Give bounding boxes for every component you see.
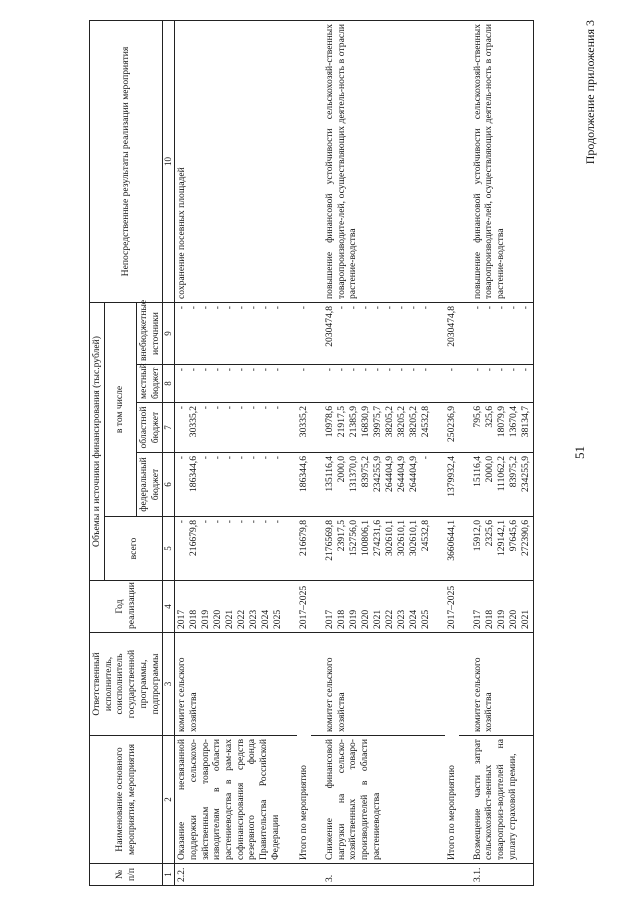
cell-value: 10978,6 <box>323 406 335 438</box>
col-number: 8 <box>163 365 175 403</box>
cell-value: 325,6 <box>483 406 495 428</box>
cell-value: - <box>471 368 483 372</box>
cell-value: - <box>236 520 248 524</box>
header-federal: федеральный бюджет <box>136 453 162 517</box>
cell-value: - <box>176 305 188 310</box>
cell-value: - <box>407 305 419 310</box>
cell-value: 38205,2 <box>383 406 395 438</box>
cell-value: 21917,5 <box>335 406 347 438</box>
cell-value: - <box>248 520 260 524</box>
header-local: местный бюджет <box>136 365 162 403</box>
measure-name: Возмещение части затрат сельскохозяйст-венных товаропроиз-водителей на уплату страховой премии, <box>471 736 534 864</box>
cell-value: - <box>395 305 407 310</box>
cell-value: 2000,0 <box>335 456 347 483</box>
cell-value: 2024 <box>260 609 272 629</box>
row-number: 3.1. <box>471 864 534 886</box>
cell-value: 24532,8 <box>419 406 431 438</box>
cell-value: 2019 <box>200 609 212 629</box>
cell-value: - <box>519 368 531 372</box>
total-sum: 216679,8 <box>297 517 311 581</box>
total-external: - <box>297 302 311 364</box>
cell-value: 2021 <box>519 609 531 629</box>
cell-value: - <box>224 456 236 460</box>
cell-value: 2025 <box>419 609 431 629</box>
cell-value: 2020 <box>507 609 519 629</box>
result-text: повышение финансовой устойчивости сельскохозяй-ственных товаропроизводите-лей, осуществляющих деятель-ность в отрасли растение-водства <box>471 20 534 302</box>
cell-value: - <box>248 456 260 460</box>
cell-value: - <box>507 368 519 372</box>
page-number: 51 <box>572 446 587 459</box>
cell-value: 24532,8 <box>419 520 431 552</box>
cell-value: - <box>260 406 272 410</box>
cell-value: 38205,2 <box>407 406 419 438</box>
regional-values <box>471 403 534 453</box>
cell-value: - <box>483 305 495 310</box>
cell-value: 131370,0 <box>347 456 359 492</box>
table-header <box>90 20 175 885</box>
total-values <box>471 517 534 581</box>
header-responsible: Ответственный исполнитель, соисполнитель государственной программы, подпрограммы <box>90 633 163 736</box>
cell-value: - <box>200 305 212 310</box>
header-name: Наименование основного мероприятия, мероприятия <box>90 736 163 864</box>
cell-value: 18079,9 <box>495 406 507 438</box>
header-external: внебюджетные источники <box>136 302 162 364</box>
result-text: повышение финансовой устойчивости сельскохозяй-ственных товаропроизводите-лей, осуществляющих деятель-ность в отрасли растение-водства <box>323 20 433 302</box>
col-number: 10 <box>163 20 175 302</box>
cell-value: - <box>272 406 284 410</box>
cell-value: 2018 <box>188 609 200 629</box>
cell-value: 274231,6 <box>371 520 383 556</box>
responsible: комитет сельского хозяйства <box>175 633 286 736</box>
cell-value: 2018 <box>335 609 347 629</box>
total-values <box>323 517 433 581</box>
cell-value: 23917,5 <box>335 520 347 552</box>
cell-value: - <box>407 368 419 372</box>
total-external: 2030474,8 <box>445 302 459 364</box>
total-period: 2017–2025 <box>445 581 459 633</box>
external-values <box>471 302 534 364</box>
local-values <box>471 365 534 403</box>
cell-value: - <box>495 368 507 372</box>
cell-value: - <box>224 368 236 372</box>
cell-value: - <box>272 456 284 460</box>
cell-value: 21385,9 <box>347 406 359 438</box>
cell-value: - <box>212 368 224 372</box>
table-row <box>471 20 534 885</box>
cell-value: 135116,4 <box>323 456 335 492</box>
cell-value: - <box>200 520 212 524</box>
cell-value: 2019 <box>347 609 359 629</box>
cell-value: 302610,1 <box>407 520 419 556</box>
cell-value: - <box>260 305 272 310</box>
cell-value: - <box>224 406 236 410</box>
federal-values <box>471 453 534 517</box>
cell-value: 264404,9 <box>383 456 395 492</box>
cell-value: - <box>519 305 531 310</box>
cell-value: 2020 <box>212 609 224 629</box>
cell-value: - <box>272 368 284 372</box>
cell-value: - <box>188 368 200 372</box>
external-values <box>323 302 433 364</box>
cell-value: 2018 <box>483 609 495 629</box>
cell-value: 38205,2 <box>395 406 407 438</box>
cell-value: 83975,2 <box>507 456 519 488</box>
cell-value: 2024 <box>407 609 419 629</box>
continuation-label: Продолжение приложения 3 <box>583 20 597 165</box>
measure-name: Снижение финансовой нагрузки на сельско-хозяйственных товаро-производителей в области растениеводства <box>323 736 433 864</box>
funding-table <box>89 20 534 886</box>
cell-value: - <box>212 305 224 310</box>
col-number: 9 <box>163 302 175 364</box>
header-results: Непосредственные результаты реализации мероприятия <box>90 20 163 302</box>
cell-value: - <box>272 305 284 310</box>
header-num: № п/п <box>90 864 163 886</box>
total-local: - <box>445 365 459 403</box>
cell-value: - <box>359 368 371 372</box>
cell-value: - <box>419 305 431 310</box>
years-list <box>471 581 534 633</box>
header-including: в том числе <box>104 302 136 516</box>
cell-value: - <box>188 305 200 310</box>
cell-value: 2000,0 <box>483 456 495 483</box>
col-number: 1 <box>163 864 175 886</box>
cell-value: - <box>347 368 359 372</box>
result-text: сохранение посевных площадей <box>175 20 286 302</box>
cell-value: - <box>359 305 371 310</box>
federal-values <box>323 453 433 517</box>
federal-values <box>175 453 286 517</box>
cell-value: - <box>371 368 383 372</box>
cell-value: - <box>347 305 359 310</box>
cell-value: 2023 <box>248 609 260 629</box>
cell-value: - <box>236 305 248 310</box>
header-year: Год реализации <box>90 581 163 633</box>
cell-value: 111062,2 <box>495 456 507 492</box>
total-regional: 250236,9 <box>445 403 459 453</box>
total-label: Итого по мероприятию <box>445 633 459 864</box>
cell-value: - <box>383 305 395 310</box>
cell-value: - <box>419 456 431 460</box>
cell-value: - <box>335 305 347 310</box>
cell-value: - <box>272 520 284 524</box>
cell-value: 2017 <box>323 609 335 629</box>
local-values <box>175 365 286 403</box>
cell-value: - <box>260 456 272 460</box>
cell-value: 2021 <box>224 609 236 629</box>
cell-value: 264404,9 <box>407 456 419 492</box>
col-number: 4 <box>163 581 175 633</box>
cell-value: - <box>260 520 272 524</box>
cell-value: - <box>200 368 212 372</box>
cell-value: 83975,2 <box>359 456 371 488</box>
cell-value: 2019 <box>495 609 507 629</box>
cell-value: - <box>383 368 395 372</box>
cell-value: 2030474,8 <box>323 305 335 347</box>
cell-value: 272390,6 <box>519 520 531 556</box>
cell-value: - <box>371 305 383 310</box>
cell-value: - <box>236 456 248 460</box>
local-values <box>323 365 433 403</box>
col-number: 7 <box>163 403 175 453</box>
cell-value: 38134,7 <box>519 406 531 438</box>
cell-value: - <box>212 406 224 410</box>
cell-value: - <box>176 406 188 410</box>
cell-value: - <box>236 406 248 410</box>
cell-value: 2325,6 <box>483 520 495 547</box>
cell-value: - <box>507 305 519 310</box>
total-sum: 3660644,1 <box>445 517 459 581</box>
cell-value: - <box>260 368 272 372</box>
cell-value: 302610,1 <box>395 520 407 556</box>
cell-value: 15116,4 <box>471 456 483 487</box>
table-row <box>175 20 286 885</box>
cell-value: 152756,0 <box>347 520 359 556</box>
cell-value: 2022 <box>236 609 248 629</box>
cell-value: 16830,9 <box>359 406 371 438</box>
cell-value: - <box>212 456 224 460</box>
cell-value: - <box>248 305 260 310</box>
cell-value: - <box>483 368 495 372</box>
cell-value: 216679,8 <box>188 520 200 556</box>
responsible: комитет сельского хозяйства <box>471 633 534 736</box>
cell-value: 234255,9 <box>371 456 383 492</box>
cell-value: - <box>335 368 347 372</box>
cell-value: 186344,6 <box>188 456 200 492</box>
cell-value: 129142,1 <box>495 520 507 556</box>
external-values <box>175 302 286 364</box>
col-number: 6 <box>163 453 175 517</box>
header-regional: областной бюджет <box>136 403 162 453</box>
cell-value: 234255,9 <box>519 456 531 492</box>
cell-value: - <box>224 520 236 524</box>
regional-values <box>323 403 433 453</box>
col-number: 5 <box>163 517 175 581</box>
cell-value: - <box>395 368 407 372</box>
years-list <box>323 581 433 633</box>
header-funding: Объемы и источники финансирования (тыс.рублей) <box>90 302 105 580</box>
measure-name: Оказание несвязанной поддержки сельскохо-зяйственным товаропро-изводителям в области растениеводства в рам-ках софинансирования средств резервного фонда Правительства Российской Федерации <box>175 736 286 864</box>
cell-value: 2023 <box>395 609 407 629</box>
cell-value: 302610,1 <box>383 520 395 556</box>
cell-value: 2017 <box>471 609 483 629</box>
table-body <box>175 20 533 885</box>
cell-value: 264404,9 <box>395 456 407 492</box>
cell-value: 13670,4 <box>507 406 519 438</box>
cell-value: 2017 <box>176 609 188 629</box>
cell-value: 2020 <box>359 609 371 629</box>
cell-value: - <box>471 305 483 310</box>
cell-value: 39975,7 <box>371 406 383 438</box>
cell-value: 2022 <box>383 609 395 629</box>
total-federal: 186344,6 <box>297 453 311 517</box>
cell-value: - <box>323 368 335 372</box>
cell-value: 15912,0 <box>471 520 483 552</box>
total-row <box>445 20 459 885</box>
cell-value: - <box>236 368 248 372</box>
total-local: - <box>297 365 311 403</box>
cell-value: 2025 <box>272 609 284 629</box>
table-row <box>323 20 433 885</box>
total-regional: 30335,2 <box>297 403 311 453</box>
row-number: 2.2. <box>175 864 286 886</box>
regional-values <box>175 403 286 453</box>
row-number: 3. <box>323 864 433 886</box>
cell-value: - <box>176 520 188 524</box>
cell-value: 795,6 <box>471 406 483 428</box>
col-number: 3 <box>163 633 175 736</box>
total-federal: 1379932,4 <box>445 453 459 517</box>
header-column-numbers <box>163 20 175 885</box>
col-number: 2 <box>163 736 175 864</box>
cell-value: 2176569,8 <box>323 520 335 561</box>
cell-value: - <box>176 368 188 372</box>
total-values <box>175 517 286 581</box>
total-row <box>297 20 311 885</box>
years-list <box>175 581 286 633</box>
cell-value: 2021 <box>371 609 383 629</box>
cell-value: - <box>495 305 507 310</box>
header-total: всего <box>104 517 163 581</box>
cell-value: 97645,6 <box>507 520 519 552</box>
cell-value: - <box>224 305 236 310</box>
cell-value: - <box>419 368 431 372</box>
cell-value: - <box>212 520 224 524</box>
cell-value: 100806,1 <box>359 520 371 556</box>
total-period: 2017–2025 <box>297 581 311 633</box>
cell-value: - <box>200 456 212 460</box>
cell-value: 30335,2 <box>188 406 200 438</box>
cell-value: - <box>200 406 212 410</box>
total-label: Итого по мероприятию <box>297 633 311 864</box>
cell-value: - <box>176 456 188 460</box>
cell-value: - <box>248 406 260 410</box>
cell-value: - <box>248 368 260 372</box>
responsible: комитет сельского хозяйства <box>323 633 433 736</box>
